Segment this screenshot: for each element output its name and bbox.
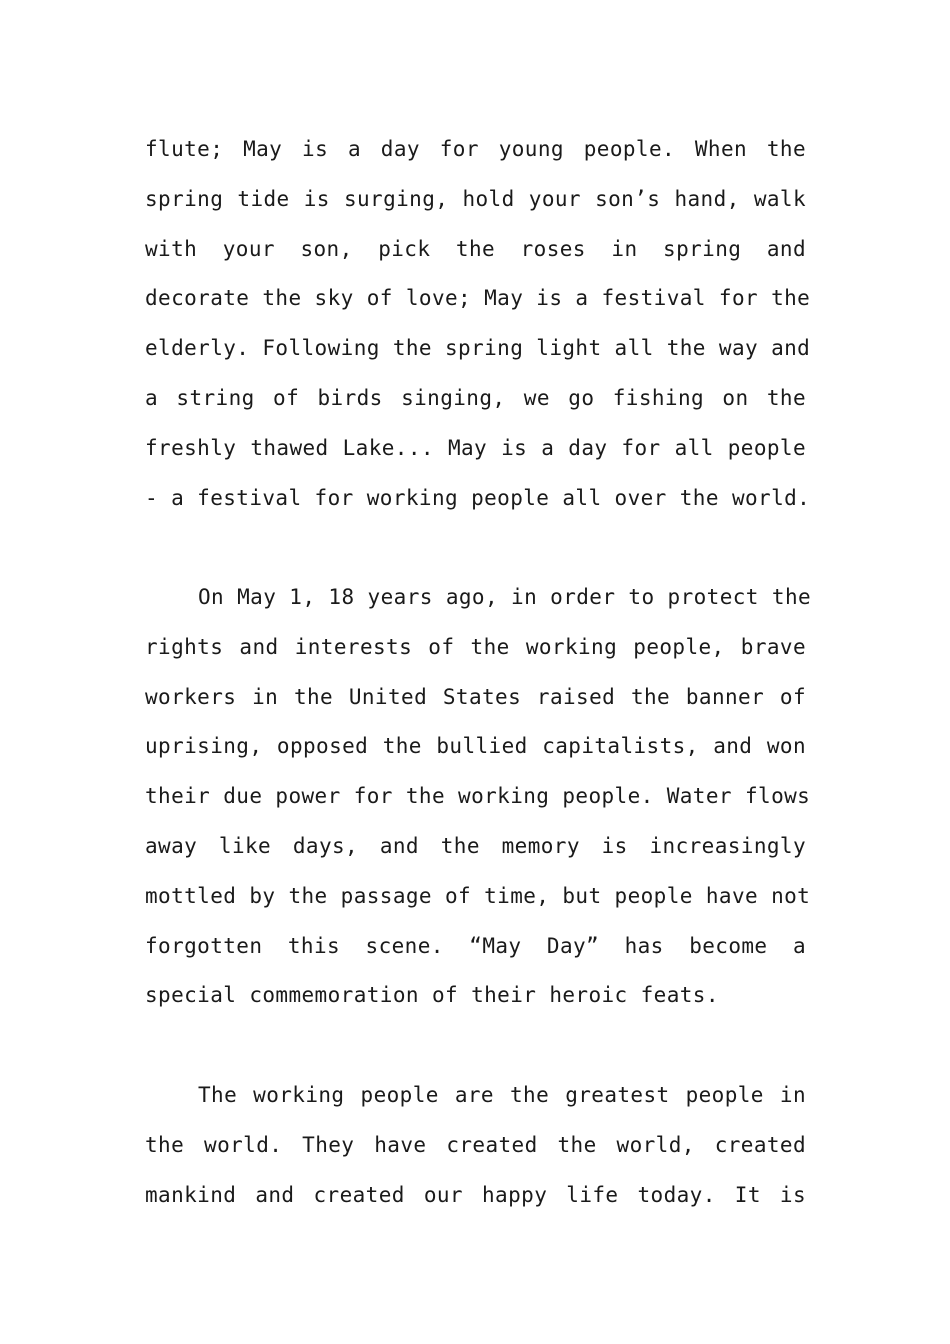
text-line: elderly. Following the spring light all the way and xyxy=(145,336,811,361)
paragraph-3 xyxy=(145,1071,806,1220)
text-line: away like days, and the memory is increasingly xyxy=(145,833,806,858)
text-line: the world. They have created the world, created xyxy=(145,1132,806,1157)
text-line: The working people are the greatest people in xyxy=(198,1083,806,1107)
text-line: uprising, opposed the bullied capitalists, and won xyxy=(145,734,806,759)
text-line: decorate the sky of love; May is a festival for the xyxy=(145,286,811,311)
text-line: with your son, pick the roses in spring and xyxy=(145,236,806,261)
text-line: mottled by the passage of time, but people have not xyxy=(145,883,811,908)
paragraph-2 xyxy=(145,573,812,1021)
text-line: - a festival for working people all over the world. xyxy=(145,485,811,510)
text-line: workers in the United States raised the banner of xyxy=(145,684,806,709)
text-line: their due power for the working people. Water flows xyxy=(145,784,811,809)
text-line: mankind and created our happy life today. It is xyxy=(145,1182,806,1207)
text-line: On May 1, 18 years ago, in order to protect the xyxy=(198,585,812,609)
text-line: a string of birds singing, we go fishing on the xyxy=(145,385,806,410)
text-line: flute; May is a day for young people. When the xyxy=(145,137,806,161)
text-line: spring tide is surging, hold your son’s hand, walk xyxy=(145,186,806,211)
text-line: forgotten this scene. “May Day” has become a xyxy=(145,933,806,958)
text-line: rights and interests of the working people, brave xyxy=(145,634,806,659)
paragraph-1 xyxy=(145,125,811,523)
text-line: freshly thawed Lake... May is a day for all people xyxy=(145,435,806,460)
text-line: special commemoration of their heroic feats. xyxy=(145,983,719,1008)
